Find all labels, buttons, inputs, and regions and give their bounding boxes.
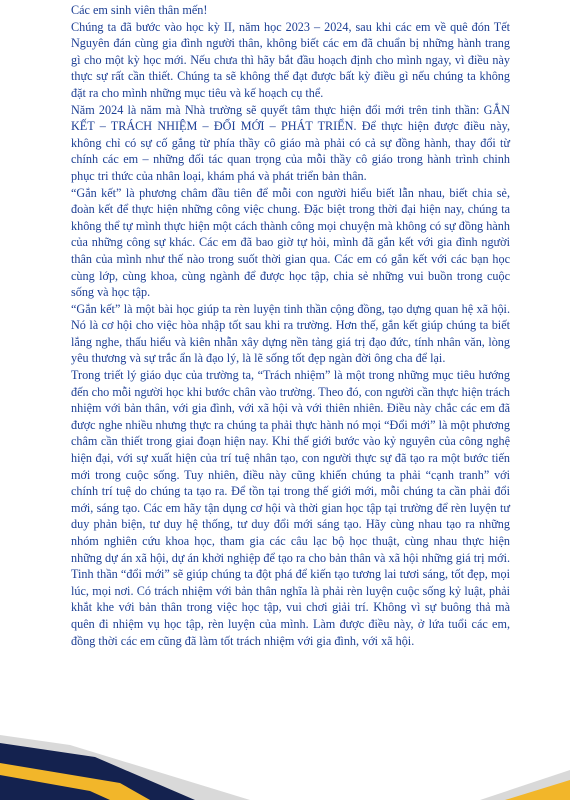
- letter-paragraph: Năm 2024 là năm mà Nhà trường sẽ quyết tâm thực hiện đổi mới trên tinh thần: GẮN KẾT – TRÁCH NHIỆM – ĐỔI MỚI – PHÁT TRIỂN. Để thực hiện được điều này, không chỉ có sự cố gắng từ phía thầy cô giáo mà phải có cả sự đồng hành, thay đổi từ chính các em – những đối tác quan trọng của mỗi thầy cô giáo trong hành trình chinh phục tri thức của nhân loại, khám phá và phát triển bản thân.: [71, 102, 510, 183]
- letter-paragraph: “Gắn kết” là một bài học giúp ta rèn luyện tinh thần cộng đồng, tạo dựng quan hệ xã hội. Nó là cơ hội cho việc hòa nhập tốt sau khi ra trường. Hơn thế, gắn kết giúp chúng ta biết lắng nghe, thấu hiểu và kiên nhẫn xây dựng nền tảng giá trị đạo đức, tính nhân văn, lòng yêu thương và sự trắc ẩn là đạo lý, là lẽ sống tốt đẹp ngàn đời ông cha để lại.: [71, 301, 510, 366]
- footer-decoration: [0, 685, 570, 800]
- letter-paragraph: Trong triết lý giáo dục của trường ta, “Trách nhiệm” là một trong những mục tiêu hướng đến cho mỗi người học khi bước chân vào trường. Theo đó, con người cần thực hiện trách nhiệm với bản thân, với gia đình, với xã hội và với thiên nhiên. Điều này chắc các em đã được nghe nhiều nhưng thực ra chúng ta phải thực hành nó mọi “Đổi mới” là một phương châm cần thiết trong giai đoạn hiện nay. Khi thế giới bước vào kỷ nguyên của công nghệ hiện đại, với sự xuất hiện của trí tuệ nhân tạo, con người thực sự đã tạo ra một bước tiến mới trong cuộc sống. Tuy nhiên, điều này cũng khiến chúng ta phải “cạnh tranh” với chính trí tuệ do chúng ta tạo ra. Để tồn tại trong thế giới mới, mỗi chúng ta cần phải đổi mới, sáng tạo. Các em hãy tận dụng cơ hội và thời gian học tập tại trường để rèn luyện tư duy phản biện, tư duy hệ thống, tư duy đổi mới sáng tạo. Hãy cùng nhau tạo ra những nhóm nghiên cứu khoa học, tham gia các câu lạc bộ học thuật, cùng nhau thực hiện những dự án xã hội, dự án khởi nghiệp để tạo ra cho bản thân và xã hội những giá trị mới. Tinh thần “đổi mới” sẽ giúp chúng ta đột phá để kiến tạo tương lai tươi sáng, tốt đẹp, mọi lúc, mọi nơi. Có trách nhiệm với bản thân nghĩa là phải rèn luyện cuộc sống kỷ luật, phải khắt khe với bản thân trong việc học tập, vui chơi giải trí. Không vì sự buông thả mà quên đi nhiệm vụ học tập, rèn luyện của mình. Làm được điều này, ở lứa tuổi các em, đồng thời các em cũng đã làm tốt trách nhiệm với gia đình, với xã hội.: [71, 368, 510, 648]
- letter-body: [71, 2, 510, 649]
- letter-paragraph: “Gắn kết” là phương châm đầu tiên để mỗi con người hiểu biết lẫn nhau, biết chia sẻ, đoàn kết để thực hiện những công việc chung. Đặc biệt trong thời đại hiện nay, chúng ta không thể tự mình thực hiện một cách thành công mọi chuyện mà không có sự đồng hành của những công sự khác. Các em đã bao giờ tự hỏi, mình đã gắn kết với gia đình người thân của mình như thế nào trong suốt thời gian qua. Các em có gắn kết với các bạn học cùng lớp, cùng khoa, cùng ngành để được học tập, chia sẻ những vui buồn trong cuộc sống và học tập.: [71, 185, 510, 300]
- letter-greeting: Các em sinh viên thân mến!: [71, 3, 208, 17]
- letter-paragraph: Chúng ta đã bước vào học kỳ II, năm học 2023 – 2024, sau khi các em về quê đón Tết Nguyên đán cùng gia đình người thân, không biết các em đã chuẩn bị những hành trang gì cho một kỳ học mới. Nếu chưa thì hãy bắt đầu hoạch định cho mình ngay, vì điều này thực sự rất cần thiết. Chúng ta sẽ không thể đạt được bất kỳ điều gì nếu chúng ta không đặt ra cho mình những mục tiêu và kế hoạch cụ thể.: [71, 19, 510, 100]
